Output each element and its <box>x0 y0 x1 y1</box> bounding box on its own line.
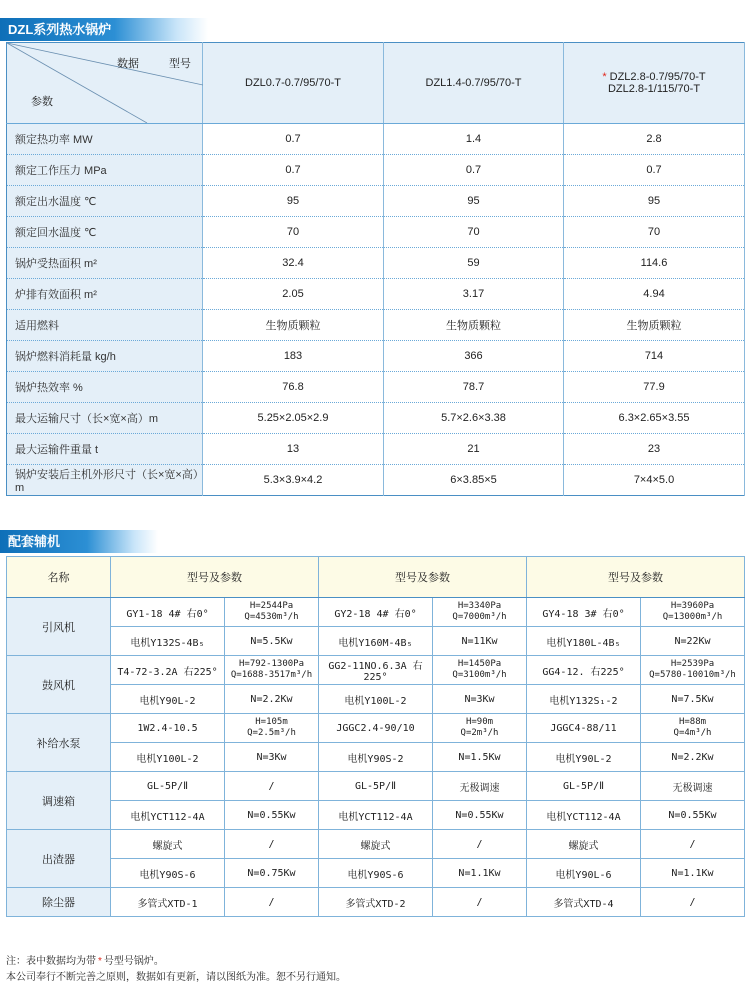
model-cell: 电机Y90L-2 <box>527 743 641 772</box>
equipment-name: 出渣器 <box>7 830 111 888</box>
table-row <box>7 248 745 279</box>
param-cell: / <box>433 830 527 859</box>
equipment-name: 除尘器 <box>7 888 111 917</box>
cell: 95 <box>203 186 384 217</box>
table-row <box>7 310 745 341</box>
param-cell: N=1.1Kw <box>641 859 745 888</box>
cell: 76.8 <box>203 372 384 403</box>
model-header: DZL0.7-0.7/95/70-T <box>203 43 384 124</box>
model-cell: 电机Y90L-6 <box>527 859 641 888</box>
model-cell: JGGC2.4-90/10 <box>319 714 433 743</box>
cell: 70 <box>384 217 564 248</box>
param-line: H=90m <box>465 717 494 727</box>
param-cell: N=0.75Kw <box>225 859 319 888</box>
model-cell: GY2-18 4# 右0° <box>319 598 433 627</box>
table-row <box>7 656 745 685</box>
model-cell: 电机Y90L-2 <box>111 685 225 714</box>
cell: 366 <box>384 341 564 372</box>
param-line: Q=4m³/h <box>673 728 712 738</box>
param-cell <box>433 714 527 743</box>
cell: 0.7 <box>564 155 745 186</box>
param-line: H=1450Pa <box>457 659 502 669</box>
model-cell: GL-5P/Ⅱ <box>319 772 433 801</box>
header-param: 型号及参数 <box>111 557 319 598</box>
table-row <box>7 372 745 403</box>
table-header-row <box>7 557 745 598</box>
model-cell: 电机YCT112-4A <box>111 801 225 830</box>
cell: 生物质颗粒 <box>203 310 384 341</box>
cell: 78.7 <box>384 372 564 403</box>
boiler-spec-table <box>6 42 745 496</box>
model-cell: 电机Y160M-4B₅ <box>319 627 433 656</box>
param-cell: / <box>641 830 745 859</box>
cell: 95 <box>384 186 564 217</box>
cell: 21 <box>384 434 564 465</box>
table-row <box>7 714 745 743</box>
table-row <box>7 155 745 186</box>
param-cell: N=2.2Kw <box>225 685 319 714</box>
model-header <box>564 43 745 124</box>
cell: 6.3×2.65×3.55 <box>564 403 745 434</box>
row-label: 锅炉燃料消耗量 kg/h <box>7 341 203 372</box>
model-name: DZL2.8-0.7/95/70-T <box>609 71 706 83</box>
param-line: Q=7000m³/h <box>452 612 507 622</box>
row-label: 额定出水温度 ℃ <box>7 186 203 217</box>
model-cell: 电机YCT112-4A <box>319 801 433 830</box>
cell: 7×4×5.0 <box>564 465 745 496</box>
param-cell: N=3Kw <box>433 685 527 714</box>
row-label: 额定热功率 MW <box>7 124 203 155</box>
model-cell: 螺旋式 <box>527 830 641 859</box>
param-cell: N=2.2Kw <box>641 743 745 772</box>
cell: 0.7 <box>384 155 564 186</box>
table-row <box>7 217 745 248</box>
param-line: Q=4530m³/h <box>244 612 299 622</box>
param-line: H=792-1300Pa <box>238 659 305 669</box>
model-cell: 螺旋式 <box>319 830 433 859</box>
row-label: 额定工作压力 MPa <box>7 155 203 186</box>
param-line: H=3340Pa <box>457 601 502 611</box>
row-label: 锅炉安装后主机外形尺寸（长×宽×高）m <box>7 465 203 496</box>
model-cell: 电机YCT112-4A <box>527 801 641 830</box>
auxiliary-table-body <box>7 598 745 917</box>
table-row <box>7 743 745 772</box>
model-cell: GL-5P/Ⅱ <box>111 772 225 801</box>
corner-param-label: 参数 <box>31 96 53 108</box>
model-cell: 电机Y90S-6 <box>111 859 225 888</box>
cell: 23 <box>564 434 745 465</box>
param-line: Q=1688-3517m³/h <box>230 670 313 680</box>
model-cell: GG4-12. 右225° <box>527 656 641 685</box>
param-cell <box>225 714 319 743</box>
model-cell: GY4-18 3# 右0° <box>527 598 641 627</box>
param-line: H=3960Pa <box>670 601 715 611</box>
model-cell: 电机Y90S-2 <box>319 743 433 772</box>
param-cell <box>225 656 319 685</box>
param-line: H=105m <box>255 717 288 727</box>
equipment-name: 补给水泵 <box>7 714 111 772</box>
model-cell: 多管式XTD-4 <box>527 888 641 917</box>
cell: 0.7 <box>203 124 384 155</box>
param-line: Q=2m³/h <box>460 728 499 738</box>
row-label: 最大运输件重量 t <box>7 434 203 465</box>
param-cell <box>433 656 527 685</box>
model-cell: 电机Y132S-4B₅ <box>111 627 225 656</box>
model-cell: GY1-18 4# 右0° <box>111 598 225 627</box>
equipment-name: 引风机 <box>7 598 111 656</box>
table-row <box>7 859 745 888</box>
param-cell: / <box>225 888 319 917</box>
header-name: 名称 <box>7 557 111 598</box>
row-label: 适用燃料 <box>7 310 203 341</box>
cell: 4.94 <box>564 279 745 310</box>
equipment-name: 鼓风机 <box>7 656 111 714</box>
param-cell: N=3Kw <box>225 743 319 772</box>
model-cell: 电机Y100L-2 <box>111 743 225 772</box>
model-cell: 螺旋式 <box>111 830 225 859</box>
param-cell: / <box>225 830 319 859</box>
row-label: 额定回水温度 ℃ <box>7 217 203 248</box>
table-row <box>7 772 745 801</box>
param-cell: N=0.55Kw <box>433 801 527 830</box>
cell: 70 <box>203 217 384 248</box>
cell: 13 <box>203 434 384 465</box>
param-line: Q=13000m³/h <box>662 612 723 622</box>
param-cell <box>641 598 745 627</box>
model-header: DZL1.4-0.7/95/70-T <box>384 43 564 124</box>
section-title-auxiliary: 配套辅机 <box>0 530 158 553</box>
table-row <box>7 888 745 917</box>
row-label: 最大运输尺寸（长×宽×高）m <box>7 403 203 434</box>
row-label: 锅炉受热面积 m² <box>7 248 203 279</box>
table-row <box>7 685 745 714</box>
cell: 5.7×2.6×3.38 <box>384 403 564 434</box>
param-cell: 无极调速 <box>433 772 527 801</box>
cell: 59 <box>384 248 564 279</box>
param-cell <box>641 714 745 743</box>
param-cell <box>225 598 319 627</box>
cell: 114.6 <box>564 248 745 279</box>
cell: 5.25×2.05×2.9 <box>203 403 384 434</box>
param-line: Q=3100m³/h <box>452 670 507 680</box>
footnote-text: 号型号锅炉。 <box>103 956 164 967</box>
cell: 183 <box>203 341 384 372</box>
cell: 3.17 <box>384 279 564 310</box>
table-header-row <box>7 43 745 124</box>
model-cell: 1W2.4-10.5 <box>111 714 225 743</box>
param-cell <box>641 656 745 685</box>
table-row <box>7 403 745 434</box>
cell: 77.9 <box>564 372 745 403</box>
corner-model-label: 型号 <box>169 58 191 70</box>
table-row <box>7 124 745 155</box>
param-cell: / <box>225 772 319 801</box>
model-name-extra: DZL2.8-1/115/70-T <box>607 83 701 95</box>
param-line: Q=2.5m³/h <box>247 728 296 738</box>
param-cell: N=7.5Kw <box>641 685 745 714</box>
table-row <box>7 627 745 656</box>
cell: 714 <box>564 341 745 372</box>
table-row <box>7 830 745 859</box>
cell: 6×3.85×5 <box>384 465 564 496</box>
param-line: H=2544Pa <box>249 601 294 611</box>
param-line: H=2539Pa <box>670 659 715 669</box>
table-row <box>7 598 745 627</box>
param-cell: N=11Kw <box>433 627 527 656</box>
footnote-star <box>6 952 164 967</box>
row-label: 锅炉热效率 % <box>7 372 203 403</box>
table-row <box>7 186 745 217</box>
model-cell: 电机Y180L-4B₅ <box>527 627 641 656</box>
cell: 5.3×3.9×4.2 <box>203 465 384 496</box>
model-cell: GL-5P/Ⅱ <box>527 772 641 801</box>
cell: 2.8 <box>564 124 745 155</box>
param-cell: N=5.5Kw <box>225 627 319 656</box>
model-cell: 电机Y100L-2 <box>319 685 433 714</box>
table-row <box>7 801 745 830</box>
cell: 生物质颗粒 <box>384 310 564 341</box>
cell: 生物质颗粒 <box>564 310 745 341</box>
param-line: Q=5780-10010m³/h <box>649 670 736 680</box>
header-param: 型号及参数 <box>319 557 527 598</box>
row-label: 炉排有效面积 m² <box>7 279 203 310</box>
cell: 0.7 <box>203 155 384 186</box>
cell: 95 <box>564 186 745 217</box>
table-row <box>7 465 745 496</box>
footnote-text: 注：表中数据均为带 <box>6 956 96 967</box>
cell: 1.4 <box>384 124 564 155</box>
equipment-name: 调速箱 <box>7 772 111 830</box>
param-line: H=88m <box>678 717 707 727</box>
diagonal-header-cell <box>7 43 203 124</box>
star-mark: * <box>602 71 607 83</box>
cell: 32.4 <box>203 248 384 279</box>
corner-data-label: 数据 <box>117 58 139 70</box>
cell: 70 <box>564 217 745 248</box>
param-cell: N=22Kw <box>641 627 745 656</box>
param-cell: N=0.55Kw <box>641 801 745 830</box>
param-cell: 无极调速 <box>641 772 745 801</box>
model-cell: 电机Y132S₁-2 <box>527 685 641 714</box>
auxiliary-equipment-table <box>6 556 745 917</box>
model-cell: T4-72-3.2A 右225° <box>111 656 225 685</box>
model-cell: 多管式XTD-2 <box>319 888 433 917</box>
model-cell: 多管式XTD-1 <box>111 888 225 917</box>
param-cell: N=0.55Kw <box>225 801 319 830</box>
table-row <box>7 434 745 465</box>
section-title-boiler: DZL系列热水锅炉 <box>0 18 208 41</box>
param-cell: / <box>641 888 745 917</box>
footnote-update: 本公司奉行不断完善之原则，数据如有更新，请以图纸为准。恕不另行通知。 <box>6 972 346 983</box>
param-cell: N=1.1Kw <box>433 859 527 888</box>
param-cell: N=1.5Kw <box>433 743 527 772</box>
model-cell: 电机Y90S-6 <box>319 859 433 888</box>
model-cell: JGGC4-88/11 <box>527 714 641 743</box>
table-row <box>7 279 745 310</box>
param-cell: / <box>433 888 527 917</box>
header-param: 型号及参数 <box>527 557 745 598</box>
table-row <box>7 341 745 372</box>
param-cell <box>433 598 527 627</box>
cell: 2.05 <box>203 279 384 310</box>
model-cell: GG2-11NO.6.3A 右225° <box>319 656 433 685</box>
star-mark: * <box>98 956 102 967</box>
